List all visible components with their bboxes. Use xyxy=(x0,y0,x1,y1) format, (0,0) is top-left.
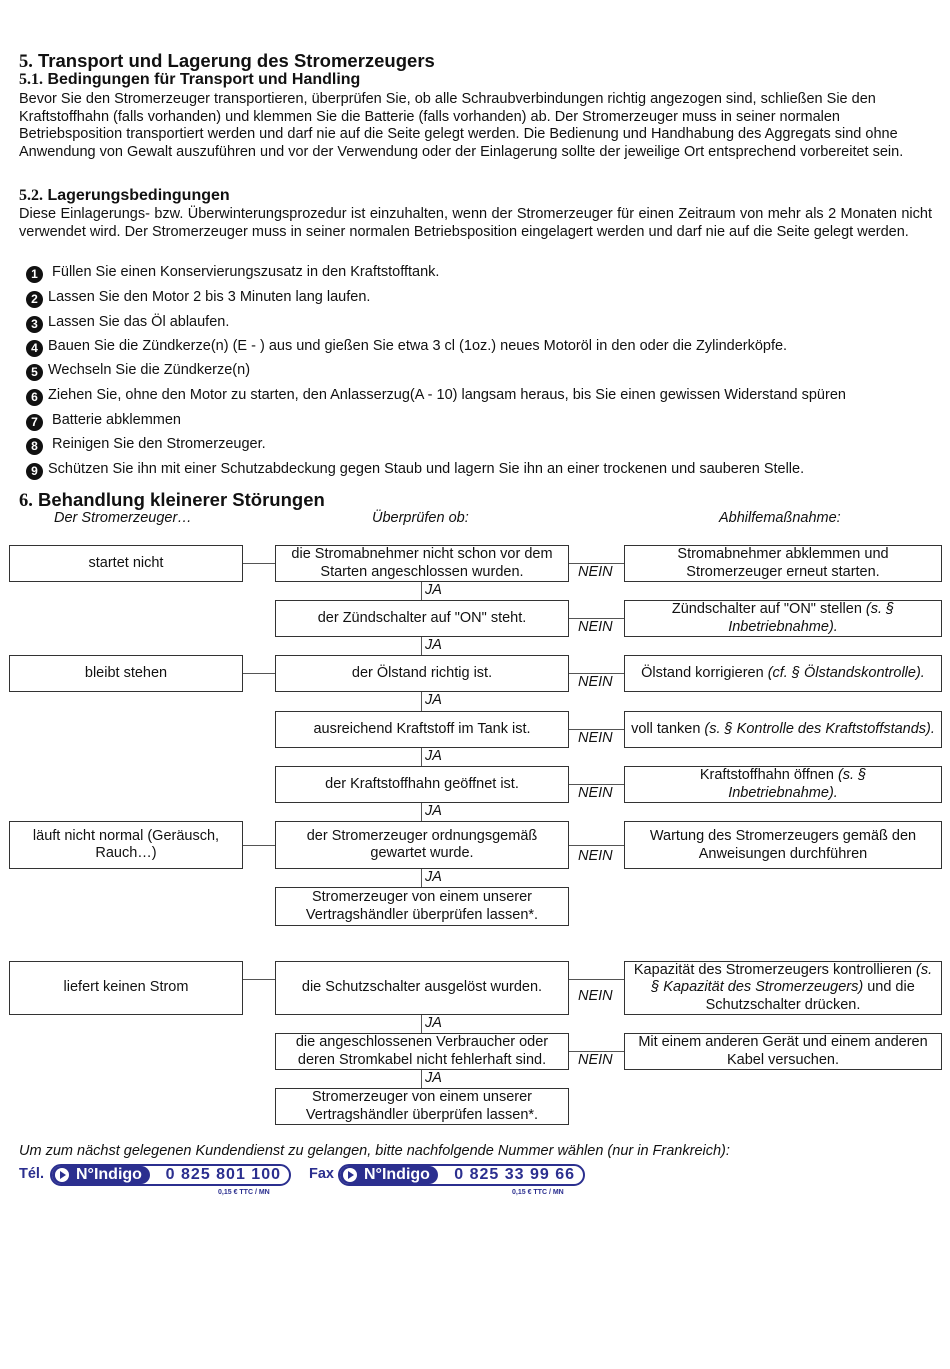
storage-step xyxy=(26,436,266,455)
remedy-reference: (s. § Inbetriebnahme). xyxy=(728,601,895,635)
yes-label: JA xyxy=(425,637,442,653)
check-box: der Zündschalter auf "ON" steht. xyxy=(275,600,569,637)
section-5-2-heading xyxy=(19,187,230,205)
remedy-box xyxy=(624,600,942,637)
storage-step xyxy=(26,264,439,283)
remedy-text: Stromabnehmer abklemmen und Stromerzeuger erneut starten. xyxy=(677,546,889,580)
fax-number: 0 825 33 99 66 xyxy=(454,1166,575,1183)
fax-price: 0,15 € TTC / MN xyxy=(512,1189,564,1196)
dealer-check-box: Stromerzeuger von einem unserer Vertragshändler überprüfen lassen*. xyxy=(275,1088,569,1125)
number-3-icon: 3 xyxy=(26,316,43,333)
number-4-icon: 4 xyxy=(26,340,43,357)
no-label: NEIN xyxy=(578,988,613,1004)
step-text: Batterie abklemmen xyxy=(52,412,181,428)
problem-box: bleibt stehen xyxy=(9,655,243,692)
storage-step xyxy=(26,289,370,308)
indigo-brand xyxy=(340,1166,438,1184)
remedy-reference: (s. § Kontrolle des Kraftstoffstands). xyxy=(704,720,935,737)
section-6-heading xyxy=(19,489,325,512)
section-5-heading xyxy=(19,50,435,73)
yes-connector xyxy=(421,637,422,655)
number-7-icon: 7 xyxy=(26,414,43,431)
brand-text: N°Indigo xyxy=(76,1166,142,1183)
remedy-box xyxy=(624,821,942,869)
section-number: 5.1. xyxy=(19,71,43,88)
problem-box: startet nicht xyxy=(9,545,243,582)
connector-line xyxy=(243,673,275,674)
section-number: 5. xyxy=(19,52,33,72)
no-connector xyxy=(569,845,624,846)
remedy-box xyxy=(624,766,942,803)
no-label: NEIN xyxy=(578,1052,613,1068)
step-text: Füllen Sie einen Konservierungszusatz in den Kraftstofftank. xyxy=(52,264,440,280)
remedy-text: Ölstand korrigieren xyxy=(641,664,768,681)
dealer-check-box: Stromerzeuger von einem unserer Vertragshändler überprüfen lassen*. xyxy=(275,887,569,926)
storage-step xyxy=(26,338,787,357)
column-header-problem: Der Stromerzeuger… xyxy=(54,510,192,526)
yes-label: JA xyxy=(425,803,442,819)
remedy-text: Kraftstoffhahn öffnen xyxy=(699,767,838,783)
connector-line xyxy=(243,845,275,846)
step-text: Schützen Sie ihn mit einer Schutzabdeckung gegen Staub und lagern Sie ihn an einer trockenen und sauberen Stelle. xyxy=(48,461,805,477)
yes-connector xyxy=(421,1070,422,1088)
no-label: NEIN xyxy=(578,564,613,580)
problem-box: liefert keinen Strom xyxy=(9,961,243,1015)
yes-label: JA xyxy=(425,582,442,598)
check-box: die angeschlossenen Verbraucher oder deren Stromkabel nicht fehlerhaft sind. xyxy=(275,1033,569,1070)
storage-paragraph: Diese Einlagerungs- bzw. Überwinterungsprozedur ist einzuhalten, wenn der Stromerzeuger für einen Zeitraum von mehr als 2 Monaten nicht verwendet wird. Der Stromerzeuger muss in seiner normalen Betriebsposition eingelagert werden und darf nie auf die Seite gelegt werden. xyxy=(19,206,932,240)
fax-label: Fax xyxy=(309,1166,334,1182)
yes-label: JA xyxy=(425,692,442,708)
yes-label: JA xyxy=(425,1015,442,1031)
number-9-icon: 9 xyxy=(26,463,43,480)
remedy-box xyxy=(624,961,942,1015)
yes-connector xyxy=(421,1015,422,1033)
yes-label: JA xyxy=(425,869,442,885)
storage-step xyxy=(26,314,229,333)
section-number: 6. xyxy=(19,491,33,511)
play-icon xyxy=(343,1168,357,1182)
check-box: der Kraftstoffhahn geöffnet ist. xyxy=(275,766,569,803)
check-box: der Ölstand richtig ist. xyxy=(275,655,569,692)
yes-label: JA xyxy=(425,1070,442,1086)
indigo-brand xyxy=(52,1166,150,1184)
remedy-text: Zündschalter auf "ON" stellen xyxy=(671,601,866,617)
check-box: die Schutzschalter ausgelöst wurden. xyxy=(275,961,569,1015)
number-6-icon: 6 xyxy=(26,389,43,406)
no-label: NEIN xyxy=(578,619,613,635)
play-icon xyxy=(55,1168,69,1182)
remedy-text: voll tanken xyxy=(631,720,705,737)
no-label: NEIN xyxy=(578,848,613,864)
step-text: Wechseln Sie die Zündkerze(n) xyxy=(48,362,251,378)
storage-step xyxy=(26,412,181,431)
storage-step xyxy=(26,461,804,480)
section-5-1-heading xyxy=(19,71,360,89)
remedy-text: und die Schutzschalter drücken. xyxy=(705,979,915,1013)
remedy-box xyxy=(624,711,942,748)
check-box: die Stromabnehmer nicht schon vor dem Starten angeschlossen wurden. xyxy=(275,545,569,582)
number-5-icon: 5 xyxy=(26,364,43,381)
remedy-reference: (s. § Inbetriebnahme). xyxy=(728,767,867,801)
step-text: Lassen Sie das Öl ablaufen. xyxy=(48,314,230,330)
step-text: Reinigen Sie den Stromerzeuger. xyxy=(52,436,266,452)
connector-line xyxy=(243,563,275,564)
storage-step xyxy=(26,362,250,381)
no-label: NEIN xyxy=(578,674,613,690)
tel-price: 0,15 € TTC / MN xyxy=(218,1189,270,1196)
yes-connector xyxy=(421,869,422,887)
fax-number-badge xyxy=(338,1164,585,1186)
remedy-box xyxy=(624,1033,942,1070)
column-header-remedy: Abhilfemaßnahme: xyxy=(719,510,841,526)
remedy-text: Mit einem anderen Gerät und einem anderen Kabel versuchen. xyxy=(638,1034,928,1068)
service-hint: Um zum nächst gelegenen Kundendienst zu gelangen, bitte nachfolgende Nummer wählen (nur in Frankreich): xyxy=(19,1143,730,1159)
number-1-icon: 1 xyxy=(26,266,43,283)
section-title: Bedingungen für Transport und Handling xyxy=(47,71,361,88)
section-number: 5.2. xyxy=(19,187,43,204)
number-8-icon: 8 xyxy=(26,438,43,455)
no-label: NEIN xyxy=(578,785,613,801)
remedy-box xyxy=(624,655,942,692)
remedy-text: Kapazität des Stromerzeugers kontrollieren xyxy=(633,961,916,978)
tel-label: Tél. xyxy=(19,1166,44,1182)
remedy-reference: (s. § Kapazität des Stromerzeugers) xyxy=(651,961,933,996)
check-box: der Stromerzeuger ordnungsgemäß gewartet wurde. xyxy=(275,821,569,869)
remedy-reference: (cf. § Ölstandskontrolle). xyxy=(767,664,925,681)
transport-paragraph: Bevor Sie den Stromerzeuger transportieren, überprüfen Sie, ob alle Schraubverbindungen richtig angezogen sind, schließen Sie den Kraftstoffhahn (falls vorhanden) und klemmen Sie die Batterie (falls vorhanden) ab. Der Stromerzeuger muss in seiner normalen Betriebsposition transportiert werden und darf nie auf die Seite gelegt werden. Die Bedienung und Handhabung des Aggregats sind ohne Anwendung von Gewalt auszuführen und vor der Verwendung oder der Einlagerung sollte der jeweilige Ort entsprechend vorbereitet sein. xyxy=(19,91,904,160)
no-label: NEIN xyxy=(578,730,613,746)
step-text: Ziehen Sie, ohne den Motor zu starten, den Anlasserzug(A - 10) langsam heraus, bis Sie einen gewissen Widerstand spüren xyxy=(48,387,846,403)
step-text: Bauen Sie die Zündkerze(n) (E - ) aus und gießen Sie etwa 3 cl (1oz.) neues Motoröl in den oder die Zylinderköpfe. xyxy=(48,338,788,354)
yes-label: JA xyxy=(425,748,442,764)
no-connector xyxy=(569,979,624,980)
yes-connector xyxy=(421,748,422,766)
yes-connector xyxy=(421,692,422,711)
problem-box: läuft nicht normal (Geräusch, Rauch…) xyxy=(9,821,243,869)
tel-number-badge xyxy=(50,1164,291,1186)
number-2-icon: 2 xyxy=(26,291,43,308)
column-header-check: Überprüfen ob: xyxy=(372,510,469,526)
section-title: Lagerungsbedingungen xyxy=(47,187,230,204)
section-title: Behandlung kleinerer Störungen xyxy=(38,489,325,510)
tel-number: 0 825 801 100 xyxy=(165,1166,281,1183)
storage-step xyxy=(26,387,846,406)
step-text: Lassen Sie den Motor 2 bis 3 Minuten lang laufen. xyxy=(48,289,371,305)
yes-connector xyxy=(421,803,422,821)
check-box: ausreichend Kraftstoff im Tank ist. xyxy=(275,711,569,748)
connector-line xyxy=(243,979,275,980)
brand-text: N°Indigo xyxy=(364,1166,430,1183)
yes-connector xyxy=(421,582,422,600)
remedy-box xyxy=(624,545,942,582)
remedy-text: Wartung des Stromerzeugers gemäß den Anweisungen durchführen xyxy=(649,828,917,862)
section-title: Transport und Lagerung des Stromerzeugers xyxy=(38,50,435,71)
